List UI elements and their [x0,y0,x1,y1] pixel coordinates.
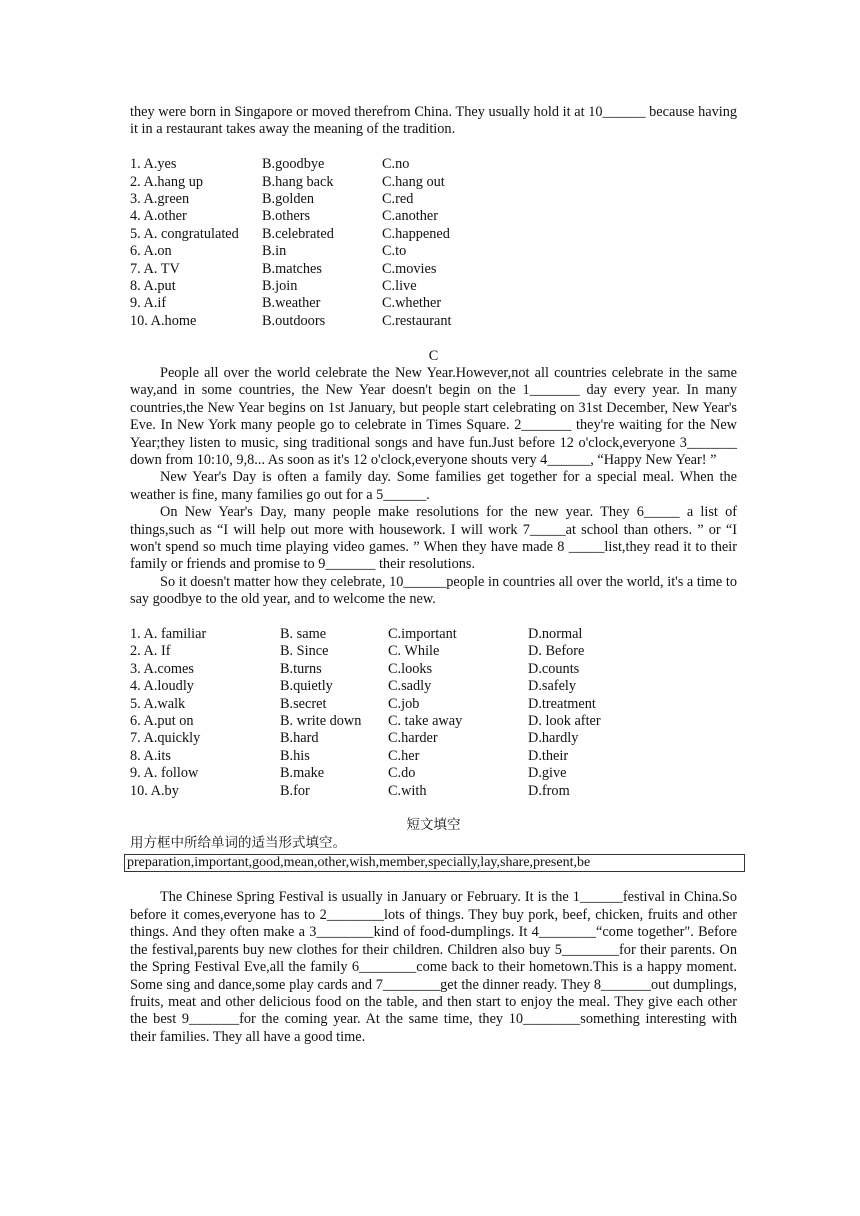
option-row: 5. A. congratulated B.celebrated C.happened [130,225,450,242]
option-row: 6. A.put on B. write down C. take away D. look after [130,712,601,729]
option-row: 3. A.green B.golden C.red [130,190,414,207]
section-c-heading: C [428,347,439,364]
section-c-paragraph: So it doesn't matter how they celebrate, 10______people in countries all over the world, it's a time to say goodbye to the old year, and to welcome the new. [130,573,737,608]
section-c-options [130,626,737,800]
word-box: preparation,important,good,mean,other,wish,member,specially,lay,share,present,be [124,854,745,872]
option-row: 7. A.quickly B.hard C.harder D.hardly [130,730,579,747]
option-row: 1. A. familiar B. same C.important D.normal [130,625,583,642]
passage-b-ending: they were born in Singapore or moved therefrom China. They usually hold it at 10______ because having it in a restaurant takes away the meaning of the tradition. [130,104,737,138]
cloze-instruction: 用方框中所给单词的适当形式填空。 [130,834,346,851]
cloze-heading: 短文填空 [406,817,461,834]
option-row: 9. A.if B.weather C.whether [130,295,442,312]
option-row: 3. A.comes B.turns C.looks D.counts [130,660,580,677]
section-c-paragraph: On New Year's Day, many people make resolutions for the new year. They 6_____ a list of things,such as “I will help out more with housework. I will work 7_____at school than others. ” or “I won't spend so much time playing video games. ” When they have made 8 _____list,they read it to their family or friends and promise to 9_______ their resolutions. [130,504,737,573]
option-row: 7. A. TV B.matches C.movies [130,260,437,277]
option-row: 4. A.loudly B.quietly C.sadly D.safely [130,678,577,695]
section-c-paragraph: New Year's Day is often a family day. Some families get together for a special meal. When the weather is fine, many families go out for a 5______. [130,469,737,503]
page-content [127,104,737,1046]
option-row: 6. A.on B.in C.to [130,243,407,260]
option-row: 4. A.other B.others C.another [130,208,438,225]
option-row: 1. A.yes B.goodbye C.no [130,156,410,173]
option-row: 10. A.home B.outdoors C.restaurant [130,312,452,329]
section-c-paragraph: People all over the world celebrate the New Year.However,not all countries celebrate in the same way,and in some countries, the New Year doesn't begin on the 1_______ day every year. In many countries,the New Year begins on 1st January, but people start celebrating on 31st December, New Year's Eve. In New York many people go to celebrate in Times Square. 2_______ they're waiting for the New Year;they listen to music, sing traditional songs and have fun.Just before 12 o'clock,everyone 3_______ down from 10:10, 9,8... As soon as it's 12 o'clock,everyone shouts very 4______, “Happy New Year! ” [130,364,737,468]
option-row: 5. A.walk B.secret C.job D.treatment [130,695,596,712]
option-row: 8. A.its B.his C.her D.their [130,747,569,764]
option-row: 8. A.put B.join C.live [130,277,417,294]
cloze-passage: The Chinese Spring Festival is usually in January or February. It is the 1______festival in China.So before it comes,everyone has to 2________lots of things. They buy pork, beef, chicken, fruits and other things. And they often make a 3________kind of food-dumplings. It 4________“come together". Before the festival,parents buy new clothes for their children. Children also buy 5________for their parents. On the Spring Festival Eve,all the family 6________come back to their hometown.This is a happy moment. Some sing and dance,some play cards and 7________get the dinner ready. They 8_______out dumplings, fruits, meat and other delicious food on the table, and then start to enjoy the meal. They give each other the best 9_______for the coming year. At the same time, they 10________something interesting with their families. They all have a good time. [130,889,737,1045]
option-row: 10. A.by B.for C.with D.from [130,782,570,799]
option-row: 9. A. follow B.make C.do D.give [130,765,567,782]
option-row: 2. A.hang up B.hang back C.hang out [130,173,445,190]
option-row: 2. A. If B. Since C. While D. Before [130,643,585,660]
section-b-options [130,156,737,330]
